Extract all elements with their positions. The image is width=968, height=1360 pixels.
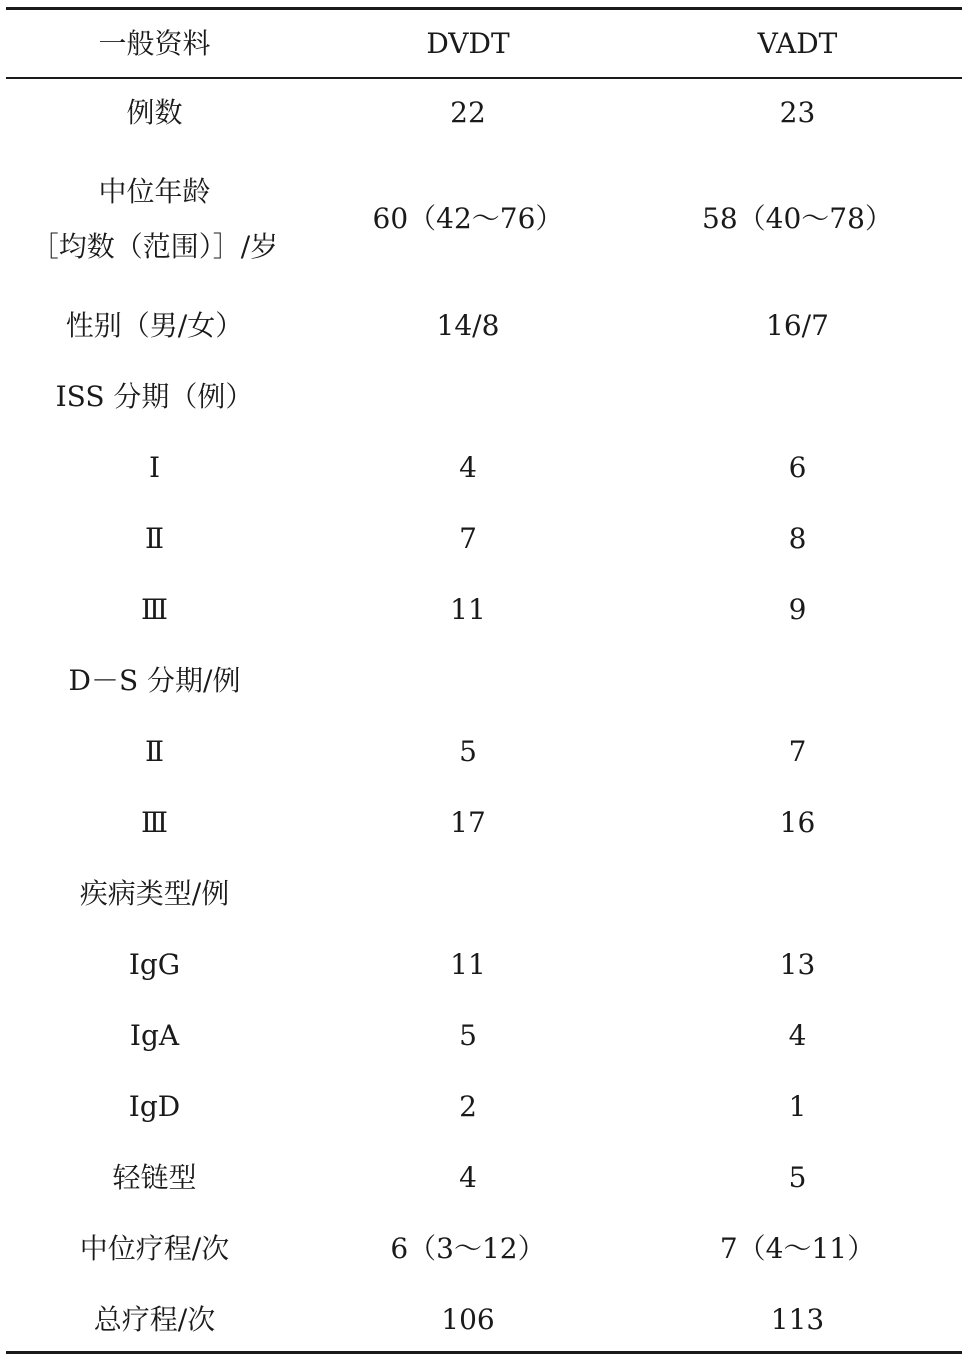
- cell-dvdt: 17: [450, 805, 486, 839]
- header-general-info: 一般资料: [98, 26, 211, 60]
- row-label: ISS 分期（例）: [55, 379, 254, 413]
- cell-dvdt: 14/8: [436, 308, 500, 342]
- table-row: [6, 77, 962, 148]
- cell-dvdt: 60（42～76）: [372, 201, 564, 235]
- header-vadt: VADT: [757, 26, 838, 60]
- cell-vadt: 23: [779, 95, 816, 129]
- row-label: Ⅱ: [144, 521, 165, 555]
- cell-dvdt: 4: [459, 450, 477, 484]
- cell-dvdt: [303, 858, 633, 929]
- row-label-line2: ［均数（范围）］/岁: [30, 229, 279, 263]
- cell-vadt: [633, 858, 962, 929]
- cell-vadt: 16/7: [766, 308, 829, 342]
- table-row: [6, 432, 962, 503]
- cell-vadt: [633, 645, 962, 716]
- row-label: IgG: [128, 947, 181, 981]
- table-row: [6, 1000, 962, 1071]
- table-body: [6, 77, 962, 1355]
- table-row: [6, 290, 962, 361]
- table-row: [6, 1142, 962, 1213]
- row-label: Ⅲ: [140, 592, 168, 626]
- table-row: [6, 574, 962, 645]
- table-row: [6, 1284, 962, 1355]
- row-label: 中位疗程/次: [79, 1231, 230, 1265]
- cell-dvdt: 11: [450, 592, 486, 626]
- cell-dvdt: 7: [459, 521, 477, 555]
- cell-dvdt: 11: [450, 947, 486, 981]
- cell-vadt: 113: [770, 1302, 825, 1336]
- cell-vadt: 13: [779, 947, 816, 981]
- cell-dvdt: 6（3～12）: [390, 1231, 546, 1265]
- table-row: [6, 645, 962, 716]
- table-row: [6, 858, 962, 929]
- header-dvdt: DVDT: [426, 26, 510, 60]
- row-label: Ⅲ: [140, 805, 168, 839]
- table-row: [6, 1213, 962, 1284]
- cell-dvdt: 4: [459, 1160, 477, 1194]
- cell-vadt: 58（40～78）: [702, 201, 893, 235]
- cell-vadt: 9: [788, 592, 807, 626]
- cell-vadt: 6: [788, 450, 807, 484]
- row-label: 轻链型: [112, 1160, 197, 1194]
- cell-vadt: 7（4～11）: [719, 1231, 876, 1265]
- baseline-characteristics-table: [6, 10, 962, 1355]
- row-label: 例数: [126, 95, 183, 129]
- table-row: [6, 787, 962, 858]
- row-label: [6, 148, 303, 290]
- row-label: IgD: [128, 1089, 181, 1123]
- table-header: [6, 10, 962, 77]
- row-label-line1: 中位年龄: [98, 174, 211, 208]
- cell-dvdt: 5: [459, 734, 477, 768]
- cell-vadt: 7: [788, 734, 807, 768]
- cell-vadt: 8: [788, 521, 807, 555]
- cell-dvdt: 2: [459, 1089, 477, 1123]
- row-label: 总疗程/次: [93, 1302, 216, 1336]
- row-label: 性别（男/女）: [65, 308, 244, 342]
- row-label: D－S 分期/例: [68, 663, 241, 697]
- table-row: [6, 148, 962, 290]
- table-row: [6, 361, 962, 432]
- table-row: [6, 1071, 962, 1142]
- cell-vadt: 1: [788, 1089, 807, 1123]
- row-label: IgA: [129, 1018, 180, 1052]
- cell-vadt: 4: [788, 1018, 807, 1052]
- cell-vadt: [633, 361, 962, 432]
- row-label: Ⅰ: [148, 450, 161, 484]
- table-row: [6, 929, 962, 1000]
- row-label: Ⅱ: [144, 734, 165, 768]
- cell-dvdt: [303, 645, 633, 716]
- cell-vadt: 5: [788, 1160, 807, 1194]
- cell-dvdt: 22: [450, 95, 486, 129]
- cell-vadt: 16: [779, 805, 816, 839]
- cell-dvdt: 106: [441, 1302, 495, 1336]
- row-label: 疾病类型/例: [79, 876, 230, 910]
- cell-dvdt: 5: [459, 1018, 477, 1052]
- table-row: [6, 503, 962, 574]
- cell-dvdt: [303, 361, 633, 432]
- table-row: [6, 716, 962, 787]
